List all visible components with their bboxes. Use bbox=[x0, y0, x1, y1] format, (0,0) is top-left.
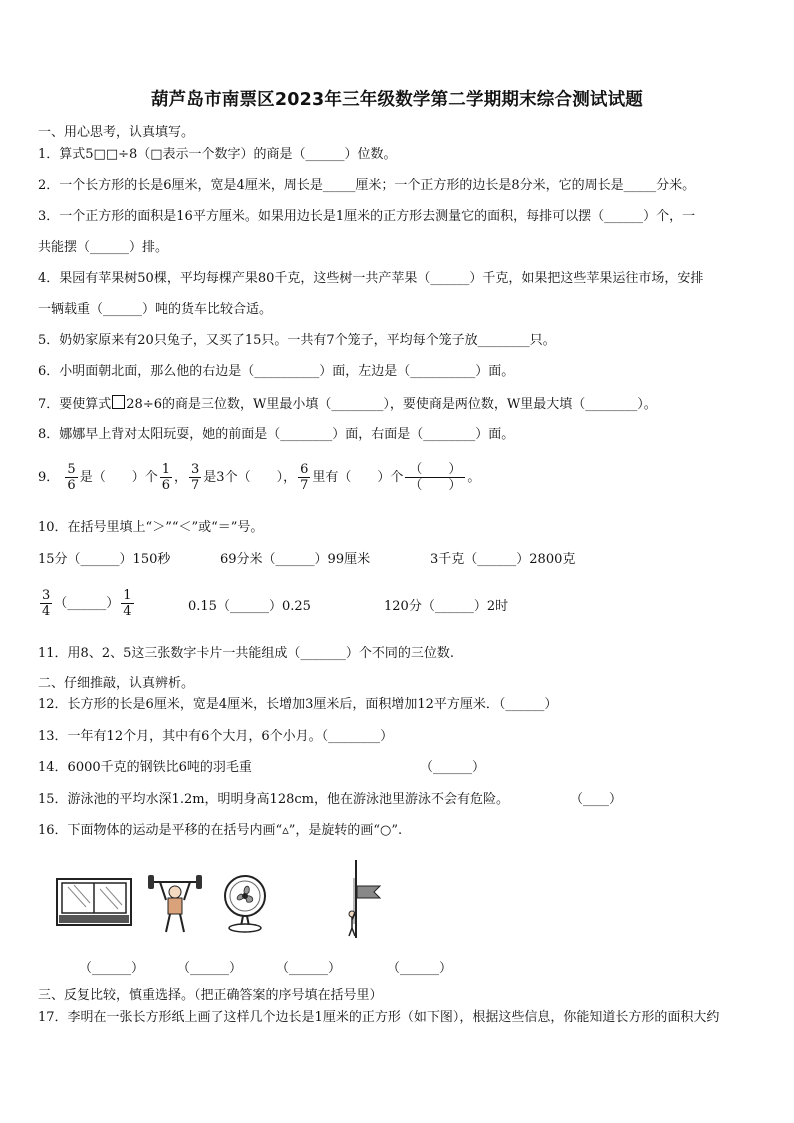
question-7-prefix: 7．要使算式 bbox=[38, 397, 112, 412]
question-1: 1．算式5□□÷8（□表示一个数字）的商是（______）位数。 bbox=[38, 147, 397, 162]
question-14-blank: （______） bbox=[420, 760, 486, 775]
question-13: 13．一年有12个月，其中有6个大月，6个小月。（________） bbox=[38, 729, 394, 744]
fraction-blank: $\frac{( )}{( )}$ bbox=[405, 462, 465, 493]
q10-item-f: 120分（______）2时 bbox=[384, 599, 509, 614]
q10-item-b: 69分米（______）99厘米 bbox=[220, 552, 371, 567]
question-10: 10．在括号里填上“＞”“＜”或“＝”号。 bbox=[38, 520, 264, 535]
q10-item-c: 3千克（______）2800克 bbox=[430, 552, 576, 567]
page-title: 葫芦岛市南票区2023年三年级数学第二学期期末综合测试试题 bbox=[150, 90, 643, 110]
q16-answer-4: （______） bbox=[387, 961, 453, 976]
question-4-line-2: 一辆载重（______）吨的货车比较合适。 bbox=[38, 302, 273, 317]
question-9-number: 9． bbox=[38, 470, 60, 485]
fraction-1-6: $\frac{1}{6}$ bbox=[161, 462, 170, 493]
question-17: 17．李明在一张长方形纸上画了这样几个边长是1厘米的正方形（如下图），根据这些信息，你能知道长方形的面积大约 bbox=[38, 1010, 720, 1025]
fraction-3-4: $\frac{3}{4}$ bbox=[42, 588, 51, 619]
fraction-6-7: $\frac{6}{7}$ bbox=[300, 462, 309, 493]
window-icon bbox=[56, 877, 132, 927]
q10-item-d bbox=[38, 588, 136, 619]
question-12: 12．长方形的长是6厘米，宽是4厘米，长增加3厘米后，面积增加12平方厘米．（______） bbox=[38, 697, 558, 712]
flag-raising-icon bbox=[340, 858, 384, 940]
question-6: 6．小明面朝北面，那么他的右边是（__________）面，左边是（__________）面。 bbox=[38, 364, 515, 379]
question-9-text-5: 。 bbox=[467, 470, 481, 485]
question-15: 15．游泳池的平均水深1.2m，明明身高128cm，他在游泳池里游泳不会有危险。 bbox=[38, 792, 509, 807]
question-9-text-2: ， bbox=[174, 470, 188, 485]
question-5: 5．奶奶家原来有20只兔子，又买了15只。一共有7个笼子，平均每个笼子放________只。 bbox=[38, 333, 556, 348]
section-heading-1: 一、用心思考，认真填写。 bbox=[38, 125, 195, 140]
question-9 bbox=[38, 462, 480, 493]
q10-item-d-blank: （______） bbox=[54, 596, 120, 611]
question-9-text-1: 是（ ）个 bbox=[79, 470, 158, 485]
fan-icon bbox=[221, 874, 269, 934]
q16-answer-3: （______） bbox=[276, 961, 342, 976]
fraction-1-4: $\frac{1}{4}$ bbox=[123, 588, 132, 619]
question-4-line-1: 4．果园有苹果树50棵，平均每棵产果80千克，这些树一共产苹果（______）千克，如果把这些苹果运往市场，安排 bbox=[38, 271, 704, 286]
question-7-suffix: 28÷6的商是三位数，W里最小填（________），要使商是两位数，W里最大填（________）。 bbox=[126, 397, 657, 412]
question-16: 16．下面物体的运动是平移的在括号内画“▵”，是旋转的画“○”. bbox=[38, 823, 403, 838]
q10-item-a: 15分（______）150秒 bbox=[38, 552, 171, 567]
q16-answer-2: （______） bbox=[177, 961, 243, 976]
question-11: 11．用8、2、5这三张数字卡片一共能组成（_______）个不同的三位数. bbox=[38, 646, 454, 661]
question-8: 8．娜娜早上背对太阳玩耍，她的前面是（________）面，右面是（________）面。 bbox=[38, 427, 515, 442]
question-14: 14．6000千克的钢铁比6吨的羽毛重 bbox=[38, 760, 252, 775]
question-3-line-2: 共能摆（______）排。 bbox=[38, 240, 169, 255]
question-9-text-4: 里有（ ）个 bbox=[312, 470, 404, 485]
weightlifter-icon bbox=[146, 870, 204, 936]
q16-answer-1: （______） bbox=[79, 961, 145, 976]
question-9-text-3: 是3个（ ）， bbox=[203, 470, 297, 485]
section-heading-3: 三、反复比较，慎重选择。（把正确答案的序号填在括号里） bbox=[38, 988, 383, 1003]
question-2: 2．一个长方形的长是6厘米，宽是4厘米，周长是_____厘米；一个正方形的边长是8分米，它的周长是_____分米。 bbox=[38, 178, 696, 193]
question-3-line-1: 3．一个正方形的面积是16平方厘米。如果用边长是1厘米的正方形去测量它的面积，每排可以摆（______）个，一 bbox=[38, 209, 696, 224]
q10-item-e: 0.15（______）0.25 bbox=[188, 599, 311, 614]
fraction-5-6: $\frac{5}{6}$ bbox=[67, 462, 76, 493]
blank-box-icon bbox=[112, 395, 125, 409]
section-heading-2: 二、仔细推敲，认真辨析。 bbox=[38, 676, 195, 691]
question-15-blank: （____） bbox=[570, 792, 623, 807]
fraction-3-7: $\frac{3}{7}$ bbox=[191, 462, 200, 493]
question-7 bbox=[38, 395, 657, 413]
